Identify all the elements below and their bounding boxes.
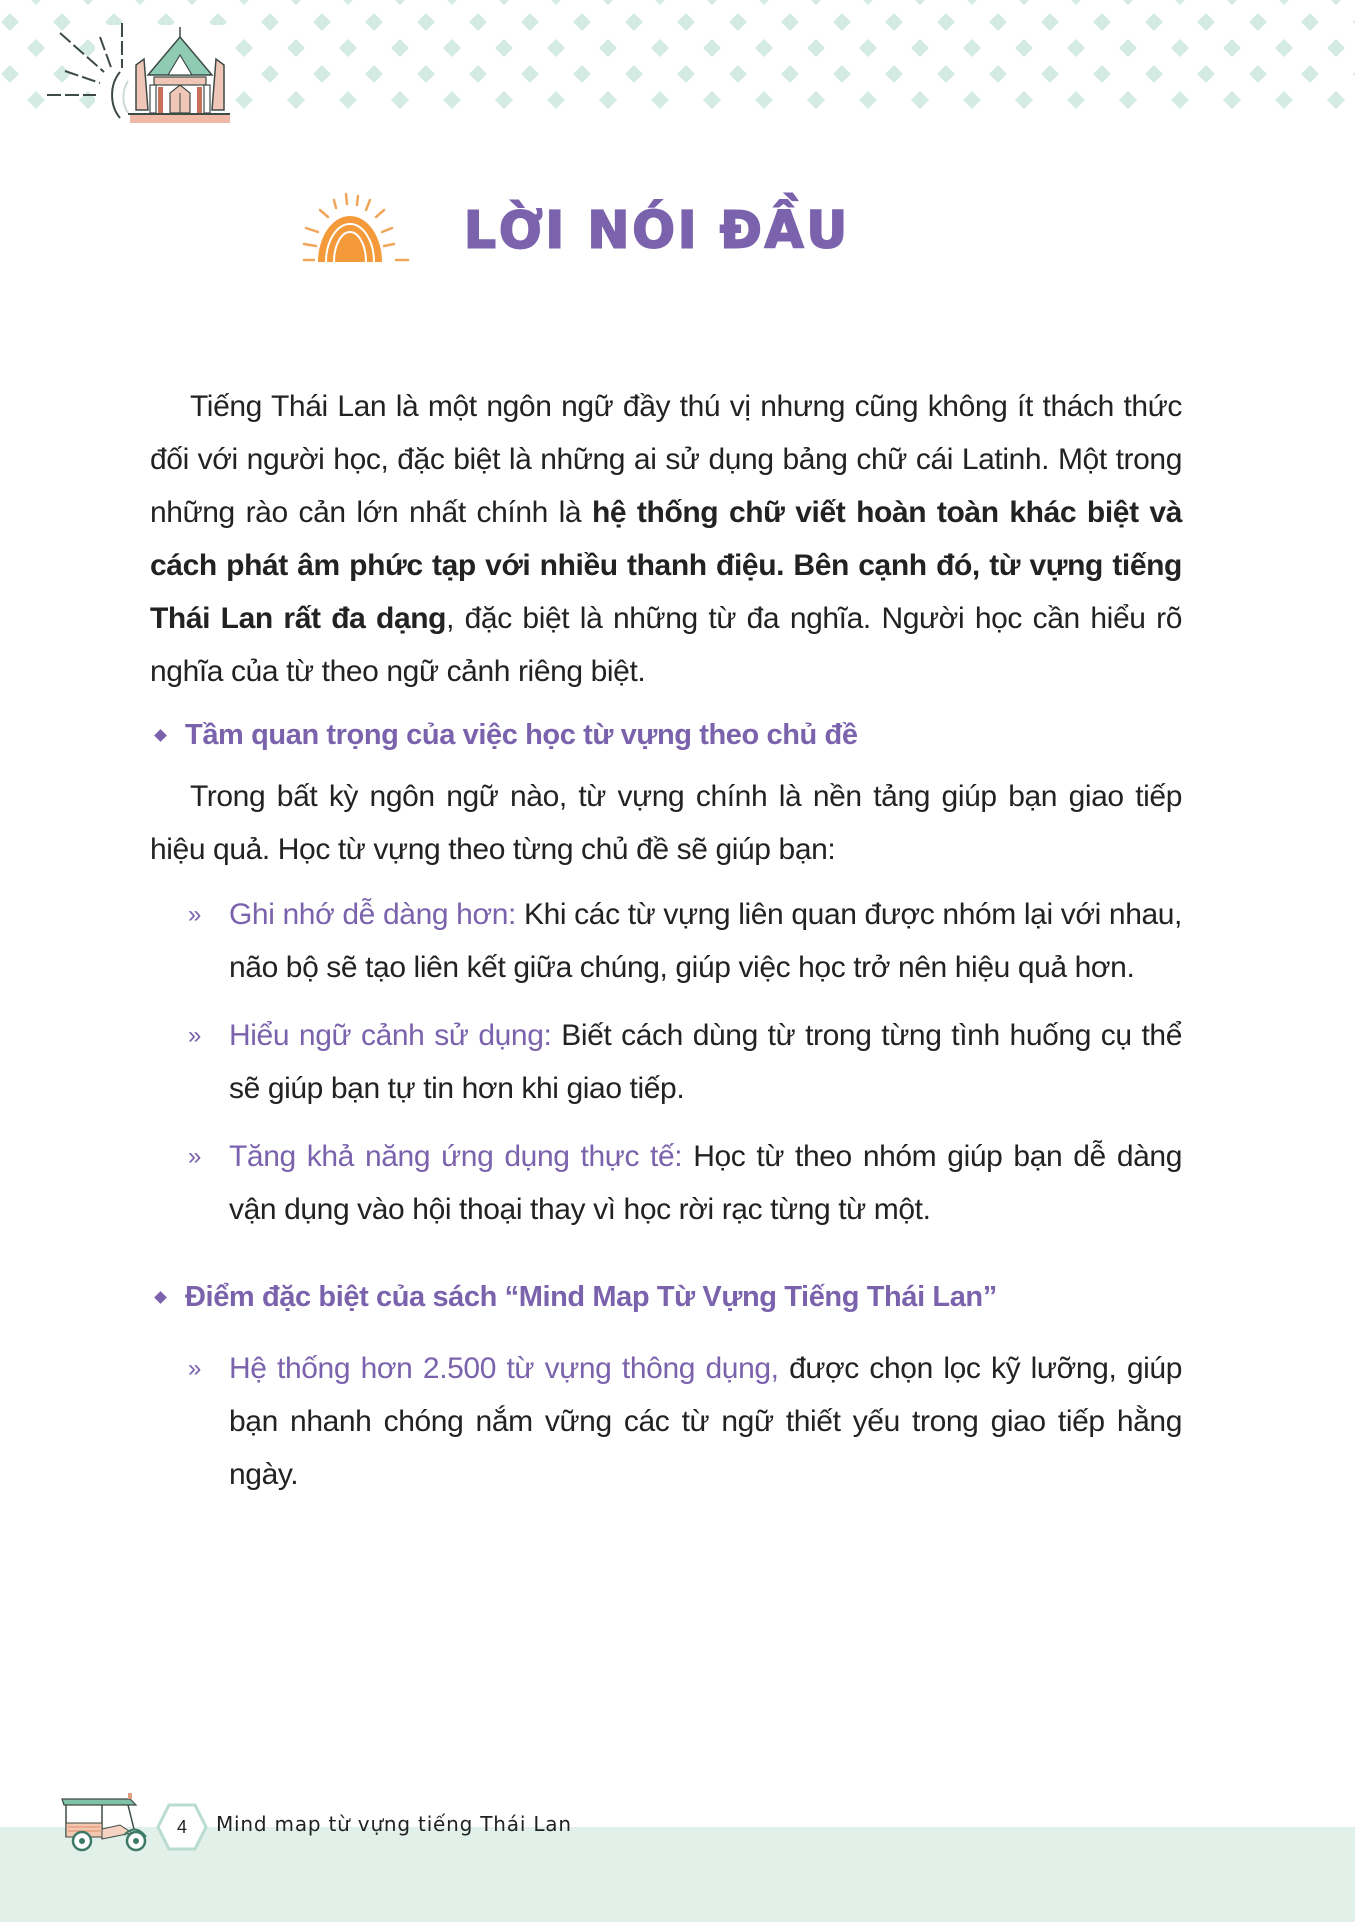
intro-emphasis: hệ thống chữ viết hoàn toàn khác biệt và cách phát âm phức tạp với nhiều thanh điệu. Bên cạnh đó, từ vựng tiếng Thái Lan rất đa dạng — [150, 496, 1182, 635]
page-number: 4 — [176, 1816, 187, 1837]
section-heading-importance — [150, 710, 1182, 760]
list-item-lead: Hiểu ngữ cảnh sử dụng: — [229, 1019, 552, 1052]
page-title: LỜI NÓI ĐẦU — [464, 200, 851, 260]
page-heading — [300, 190, 850, 270]
list-item-text: được chọn lọc kỹ lưỡng, giúp bạn nhanh chóng nắm vững các từ ngữ thiết yếu trong giao tiếp hằng ngày. — [229, 1352, 1182, 1491]
features-list — [150, 1342, 1182, 1501]
diamond-bullet-icon — [154, 1291, 167, 1304]
tuk-tuk-icon — [58, 1793, 150, 1853]
list-item-lead: Hệ thống hơn 2.500 từ vựng thông dụng, — [229, 1352, 779, 1385]
list-item-lead: Ghi nhớ dễ dàng hơn: — [229, 898, 516, 931]
chevron-double-right-icon: » — [188, 1355, 201, 1382]
section-heading-text: Điểm đặc biệt của sách “Mind Map Từ Vựng Tiếng Thái Lan” — [185, 1281, 997, 1313]
list-item-lead: Tăng khả năng ứng dụng thực tế: — [229, 1140, 683, 1173]
list-item — [150, 888, 1182, 994]
chevron-double-right-icon: » — [188, 1022, 201, 1049]
section1-paragraph: Trong bất kỳ ngôn ngữ nào, từ vựng chính là nền tảng giúp bạn giao tiếp hiệu quả. Học từ vựng theo từng chủ đề sẽ giúp bạn: — [150, 780, 1182, 866]
running-footer-title: Mind map từ vựng tiếng Thái Lan — [216, 1812, 572, 1836]
list-item-text: Biết cách dùng từ trong từng tình huống cụ thể sẽ giúp bạn tự tin hơn khi giao tiếp. — [229, 1019, 1182, 1105]
intro-text: Tiếng Thái Lan là một ngôn ngữ đầy thú vị nhưng cũng không ít thách thức đối với người học, đặc biệt là những ai sử dụng bảng chữ cái Latinh. Một trong những rào cản lớn nhất chính là — [150, 390, 1182, 529]
list-item — [150, 1130, 1182, 1236]
list-item-text: Học từ theo nhóm giúp bạn dễ dàng vận dụng vào hội thoại thay vì học rời rạc từng từ một. — [229, 1140, 1182, 1226]
list-item — [150, 1009, 1182, 1115]
chevron-double-right-icon: » — [188, 901, 201, 928]
chevron-double-right-icon: » — [188, 1143, 201, 1170]
preface-body — [150, 380, 1182, 1516]
diamond-bullet-icon — [154, 729, 167, 742]
intro-paragraph — [150, 380, 1182, 698]
benefits-list — [150, 888, 1182, 1236]
intro-text-end: , đặc biệt là những từ đa nghĩa. Người học cần hiểu rõ nghĩa của từ theo ngữ cảnh riêng biệt. — [150, 602, 1182, 688]
section-heading-features — [150, 1272, 1182, 1322]
list-item — [150, 1342, 1182, 1501]
temple-sunburst-illustration — [40, 15, 230, 125]
list-item-text: Khi các từ vựng liên quan được nhóm lại với nhau, não bộ sẽ tạo liên kết giữa chúng, giúp việc học trở nên hiệu quả hơn. — [229, 898, 1182, 984]
sun-icon — [300, 190, 412, 270]
section-heading-text: Tầm quan trọng của việc học từ vựng theo chủ đề — [185, 719, 858, 751]
